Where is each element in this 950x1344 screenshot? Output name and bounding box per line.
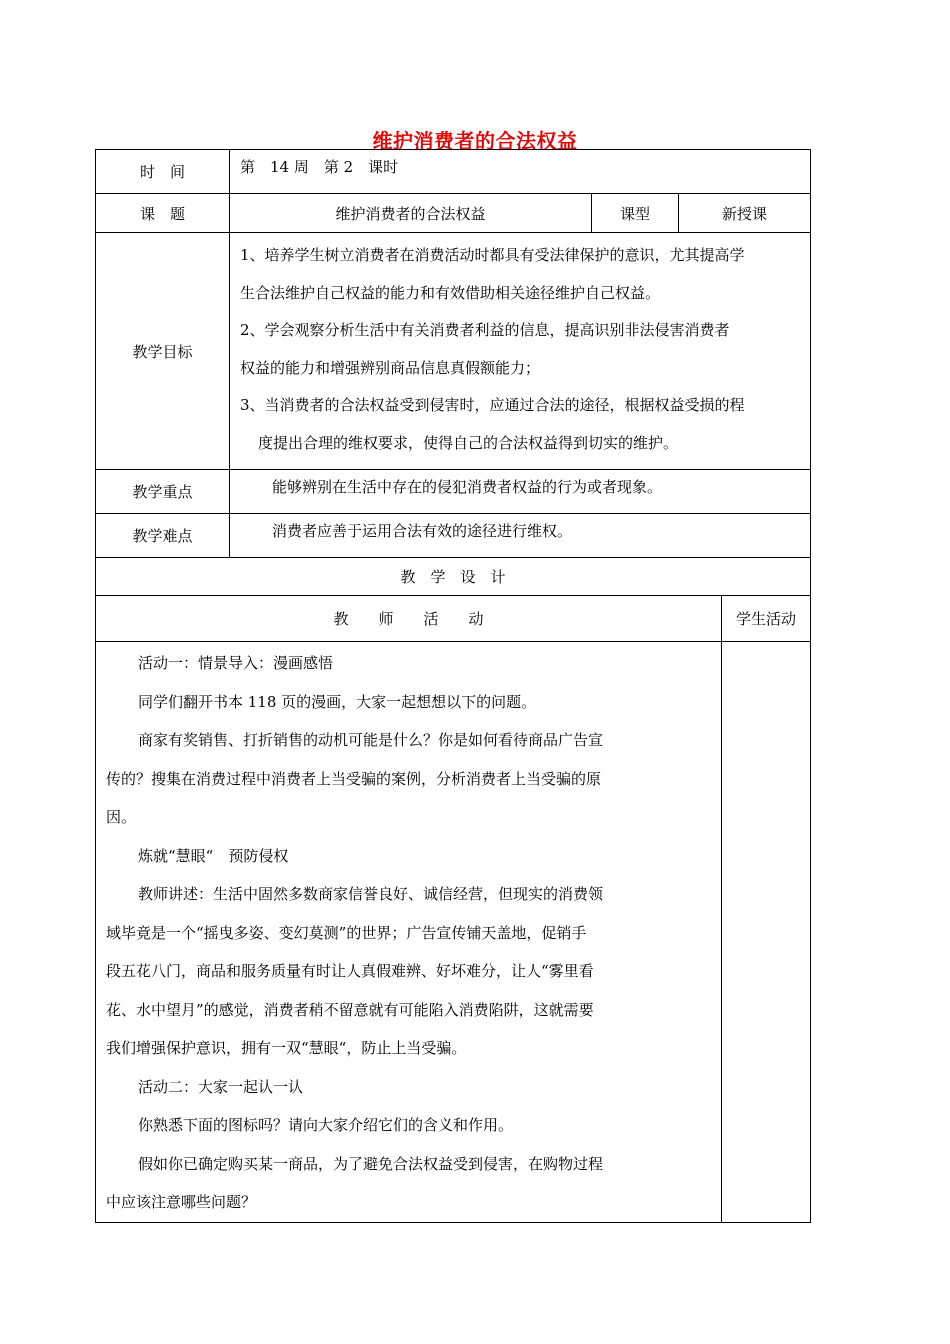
document-title: 维护消费者的合法权益: [372, 129, 578, 153]
goals-content: [230, 233, 811, 470]
row-time: [96, 150, 811, 194]
difficulty-value: 消费者应善于运用合法有效的途径进行维权。: [230, 514, 811, 558]
content-line: 段五花八门，商品和服务质量有时让人真假难辨、好坏难分，让人“雾里看: [106, 962, 594, 980]
key-value: 能够辨别在生活中存在的侵犯消费者权益的行为或者现象。: [230, 470, 811, 514]
student-activity-content: [722, 642, 811, 1223]
content-line: 教师讲述：生活中固然多数商家信誉良好、诚信经营，但现实的消费领: [138, 885, 604, 903]
design-heading: 教 学 设 计: [96, 558, 811, 596]
content-line: 活动一：情景导入：漫画感悟: [138, 654, 334, 672]
content-line: 花、水中望月”的感觉，消费者稍不留意就有可能陷入消费陷阱，这就需要: [106, 1000, 594, 1019]
goal-line: 度提出合理的维权要求，使得自己的合法权益得到切实的维护。: [258, 433, 679, 452]
row-activity-header: [96, 596, 811, 642]
row-difficulty: [96, 514, 811, 558]
teacher-activity-header: 教 师 活 动: [96, 596, 722, 642]
content-line: 活动二：大家一起认一认: [138, 1077, 304, 1096]
row-goals: [96, 233, 811, 470]
content-line: 域毕竟是一个“摇曳多姿、变幻莫测”的世界；广告宣传铺天盖地，促销手: [106, 923, 587, 942]
content-line: 中应该注意哪些问题？: [106, 1193, 257, 1211]
topic-value: 维护消费者的合法权益: [230, 194, 592, 233]
type-label: 课型: [592, 194, 679, 233]
content-line: 炼就“慧眼“ 预防侵权: [138, 846, 289, 865]
topic-label: 课 题: [96, 194, 230, 233]
time-label: 时 间: [96, 150, 230, 194]
row-topic: [96, 194, 811, 233]
content-line: 因。: [106, 808, 137, 826]
row-design: [96, 558, 811, 596]
goal-line: 2、学会观察分析生活中有关消费者利益的信息，提高识别非法侵害消费者: [240, 321, 730, 339]
lesson-plan-table: [95, 149, 811, 1223]
content-line: 假如你已确定购买某一商品，为了避免合法权益受到侵害，在购物过程: [138, 1154, 604, 1173]
content-line: 传的？搜集在消费过程中消费者上当受骗的案例，分析消费者上当受骗的原: [106, 769, 602, 788]
goal-line: 权益的能力和增强辨别商品信息真假额能力；: [240, 358, 541, 377]
teacher-activity-content: [96, 642, 722, 1223]
row-key-point: [96, 470, 811, 514]
row-activity-body: [96, 642, 811, 1223]
type-value: 新授课: [679, 194, 811, 233]
content-line: 商家有奖销售、打折销售的动机可能是什么？你是如何看待商品广告宣: [138, 731, 604, 749]
goals-label: 教学目标: [96, 233, 230, 470]
key-label: 教学重点: [96, 470, 230, 514]
goal-line: 3、当消费者的合法权益受到侵害时，应通过合法的途径，根据权益受损的程: [240, 396, 745, 414]
goal-line: 生合法维护自己权益的能力和有效借助相关途径维护自己权益。: [240, 283, 661, 302]
student-activity-header: 学生活动: [722, 596, 811, 642]
content-line: 同学们翻开书本 118 页的漫画，大家一起想想以下的问题。: [138, 692, 537, 711]
time-value: 第 14 周 第 2 课时: [230, 150, 811, 194]
difficulty-label: 教学难点: [96, 514, 230, 558]
goal-line: 1、培养学生树立消费者在消费活动时都具有受法律保护的意识，尤其提高学: [240, 246, 745, 264]
content-line: 你熟悉下面的图标吗？请向大家介绍它们的含义和作用。: [138, 1116, 514, 1134]
content-line: 我们增强保护意识，拥有一双“慧眼“，防止上当受骗。: [106, 1039, 467, 1057]
